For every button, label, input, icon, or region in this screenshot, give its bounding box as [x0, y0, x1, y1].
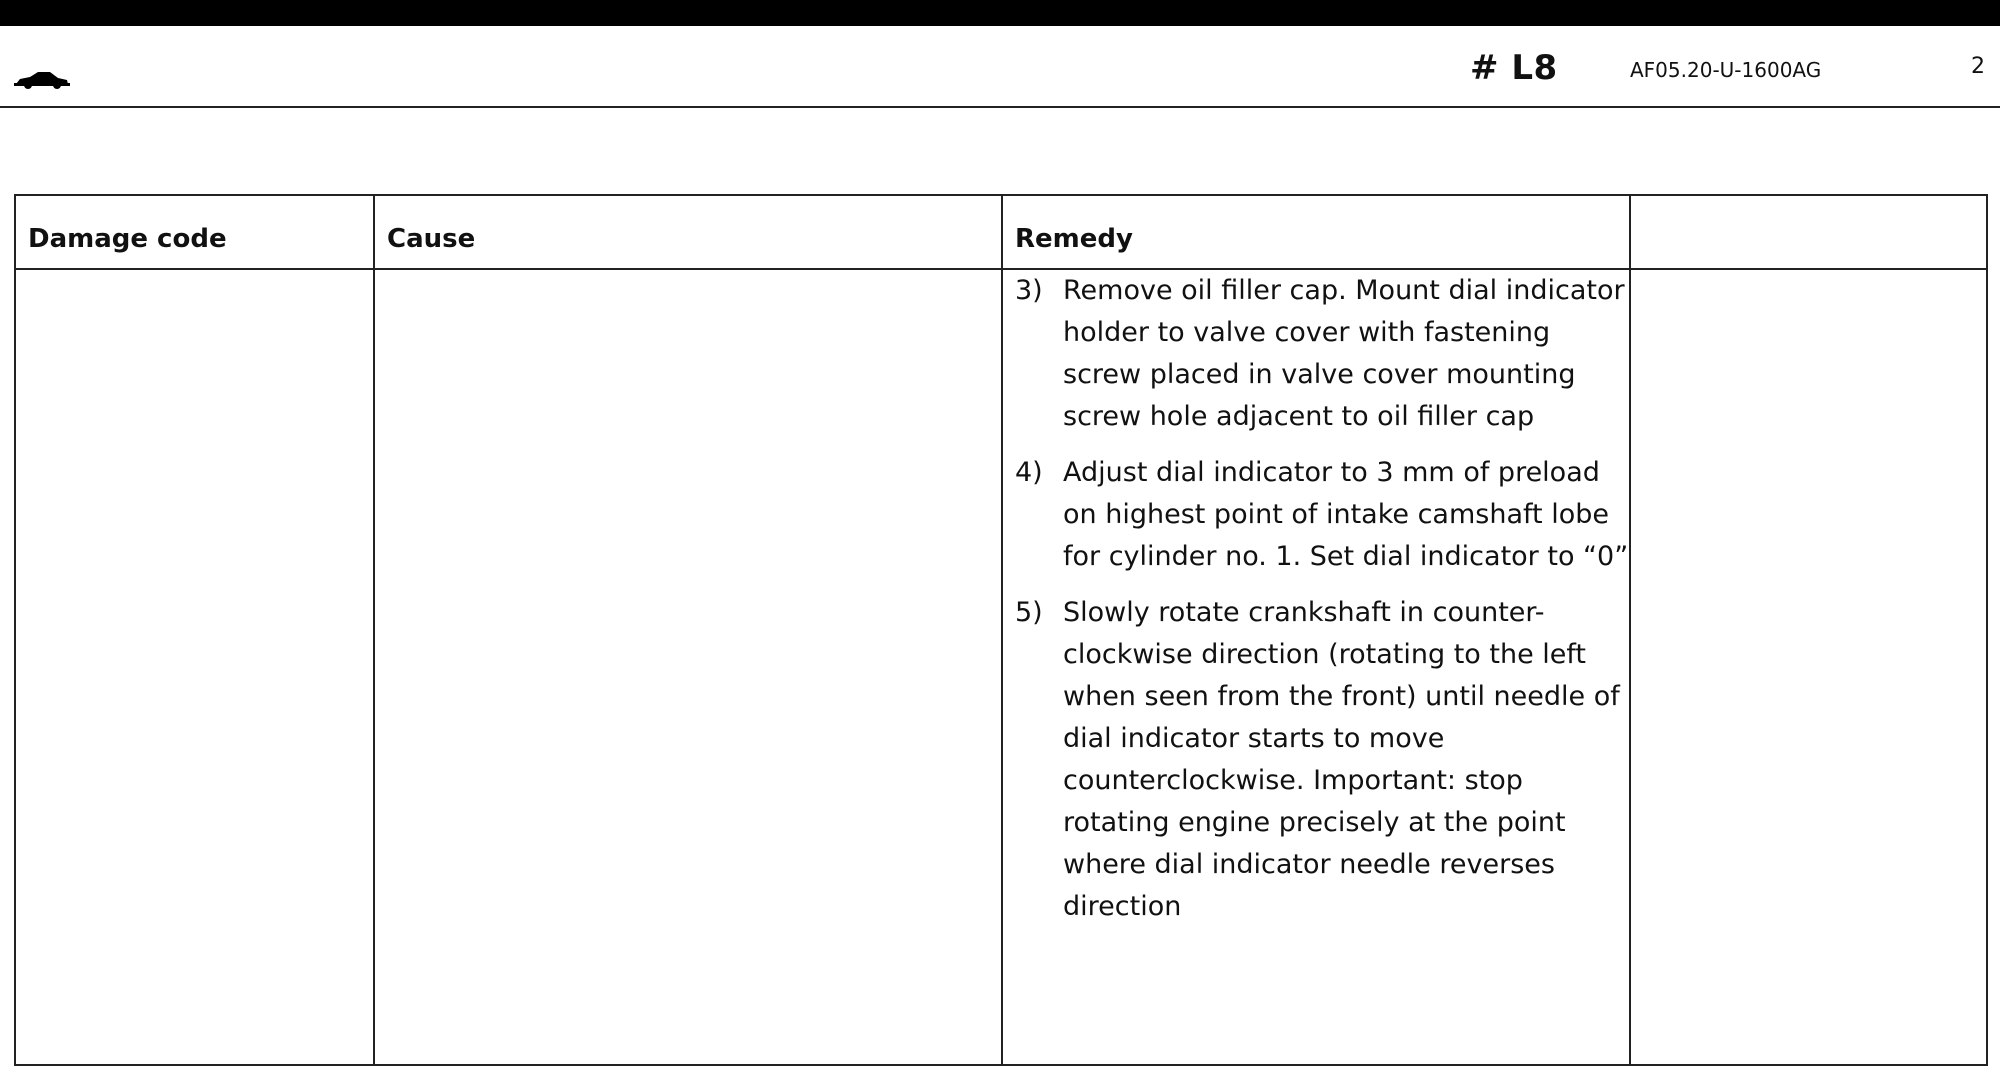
repair-table — [14, 194, 1988, 1066]
cause-cell — [374, 269, 1002, 1065]
remedy-step — [1003, 592, 1629, 928]
section-code: # L8 — [1470, 48, 1558, 88]
remedy-step — [1003, 270, 1629, 438]
document-number: AF05.20-U-1600AG — [1630, 58, 1822, 82]
column-header-cause: Cause — [374, 195, 1002, 269]
column-header-remedy: Remedy — [1002, 195, 1630, 269]
page-number: 2 — [1971, 54, 1985, 79]
remedy-cell — [1002, 269, 1630, 1065]
table-header-row — [15, 195, 1987, 269]
header-rule — [0, 106, 2000, 108]
column-header-damage-code: Damage code — [15, 195, 374, 269]
table-row — [15, 269, 1987, 1065]
step-text: Adjust dial indicator to 3 mm of preload on highest point of intake camshaft lobe for cylinder no. 1. Set dial indicator to “0” — [1063, 457, 1629, 572]
step-text: Slowly rotate crankshaft in counter-clockwise direction (rotating to the left when seen from the front) until needle of dial indicator starts to move counterclockwise. Important: stop rotating engine precisely at the point where dial indicator needle reverses direction — [1063, 597, 1620, 922]
car-icon — [14, 68, 70, 90]
step-text: Remove oil filler cap. Mount dial indicator holder to valve cover with fastening screw placed in valve cover mounting screw hole adjacent to oil filler cap — [1063, 275, 1625, 432]
blank-cell — [1630, 269, 1987, 1065]
step-number: 4) — [1015, 457, 1043, 488]
remedy-step — [1003, 452, 1629, 578]
step-number: 3) — [1015, 275, 1043, 306]
column-header-blank — [1630, 195, 1987, 269]
top-black-bar — [0, 0, 2000, 26]
step-number: 5) — [1015, 597, 1043, 628]
damage-code-cell — [15, 269, 374, 1065]
